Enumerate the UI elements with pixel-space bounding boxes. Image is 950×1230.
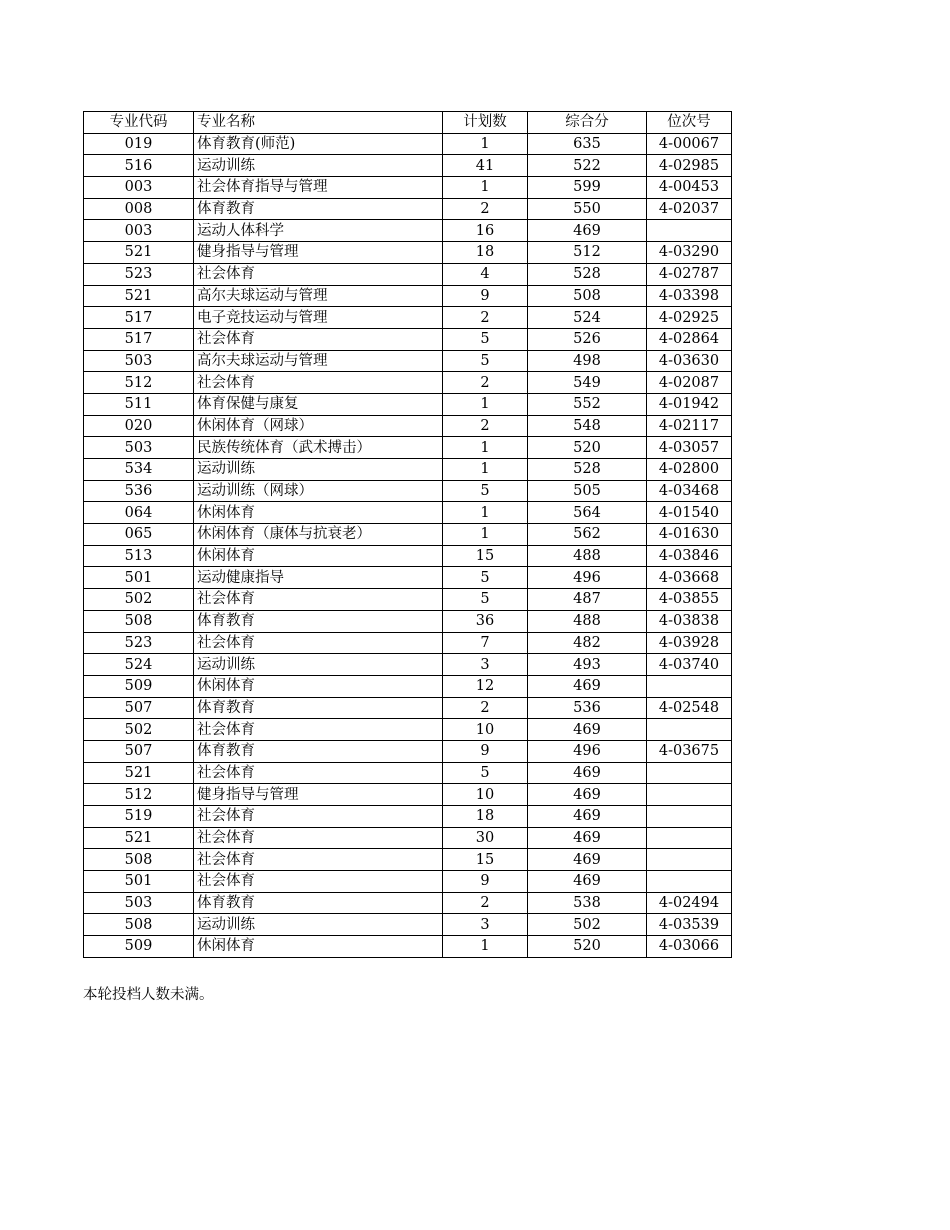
cell-plan: 18 xyxy=(443,806,528,828)
table-row xyxy=(84,675,732,697)
cell-name: 电子竞技运动与管理 xyxy=(194,307,443,329)
cell-rank: 4-03630 xyxy=(647,350,732,372)
cell-plan: 9 xyxy=(443,740,528,762)
cell-name: 体育教育 xyxy=(194,610,443,632)
cell-name: 运动人体科学 xyxy=(194,220,443,242)
cell-rank: 4-03057 xyxy=(647,437,732,459)
cell-score: 505 xyxy=(528,480,647,502)
cell-rank: 4-03668 xyxy=(647,567,732,589)
cell-rank: 4-02787 xyxy=(647,263,732,285)
cell-name: 体育教育 xyxy=(194,697,443,719)
cell-rank: 4-03398 xyxy=(647,285,732,307)
cell-rank: 4-02117 xyxy=(647,415,732,437)
cell-rank: 4-03838 xyxy=(647,610,732,632)
cell-plan: 9 xyxy=(443,285,528,307)
cell-code: 509 xyxy=(84,936,194,958)
cell-rank: 4-02037 xyxy=(647,198,732,220)
cell-plan: 1 xyxy=(443,459,528,481)
cell-score: 548 xyxy=(528,415,647,437)
admission-table xyxy=(83,111,732,958)
cell-rank xyxy=(647,871,732,893)
cell-name: 运动训练 xyxy=(194,459,443,481)
cell-name: 社会体育 xyxy=(194,263,443,285)
cell-name: 高尔夫球运动与管理 xyxy=(194,285,443,307)
cell-code: 536 xyxy=(84,480,194,502)
table-row xyxy=(84,892,732,914)
cell-score: 528 xyxy=(528,263,647,285)
cell-code: 003 xyxy=(84,177,194,199)
cell-plan: 15 xyxy=(443,545,528,567)
table-row xyxy=(84,632,732,654)
cell-score: 469 xyxy=(528,806,647,828)
cell-code: 008 xyxy=(84,198,194,220)
cell-score: 526 xyxy=(528,328,647,350)
cell-code: 521 xyxy=(84,285,194,307)
cell-name: 运动训练 xyxy=(194,654,443,676)
cell-score: 550 xyxy=(528,198,647,220)
cell-code: 020 xyxy=(84,415,194,437)
cell-score: 522 xyxy=(528,155,647,177)
table-row xyxy=(84,914,732,936)
cell-code: 503 xyxy=(84,892,194,914)
cell-name: 运动训练 xyxy=(194,155,443,177)
table-row xyxy=(84,502,732,524)
cell-name: 休闲体育（网球） xyxy=(194,415,443,437)
cell-rank: 4-01540 xyxy=(647,502,732,524)
cell-code: 523 xyxy=(84,263,194,285)
table-row xyxy=(84,198,732,220)
cell-code: 508 xyxy=(84,914,194,936)
table-row xyxy=(84,936,732,958)
cell-rank: 4-03846 xyxy=(647,545,732,567)
table-row xyxy=(84,719,732,741)
cell-name: 运动训练（网球） xyxy=(194,480,443,502)
table-row xyxy=(84,827,732,849)
cell-name: 健身指导与管理 xyxy=(194,242,443,264)
cell-score: 469 xyxy=(528,784,647,806)
cell-plan: 10 xyxy=(443,719,528,741)
table-row xyxy=(84,849,732,871)
cell-name: 体育教育 xyxy=(194,892,443,914)
table-row xyxy=(84,263,732,285)
cell-rank: 4-03468 xyxy=(647,480,732,502)
table-row xyxy=(84,242,732,264)
table-row xyxy=(84,524,732,546)
cell-name: 体育教育 xyxy=(194,740,443,762)
cell-code: 509 xyxy=(84,675,194,697)
cell-code: 519 xyxy=(84,806,194,828)
cell-plan: 1 xyxy=(443,177,528,199)
table-row xyxy=(84,545,732,567)
cell-plan: 3 xyxy=(443,914,528,936)
cell-plan: 3 xyxy=(443,654,528,676)
cell-score: 469 xyxy=(528,827,647,849)
cell-plan: 18 xyxy=(443,242,528,264)
cell-name: 社会体育 xyxy=(194,632,443,654)
cell-score: 549 xyxy=(528,372,647,394)
cell-name: 社会体育 xyxy=(194,719,443,741)
header-name: 专业名称 xyxy=(194,112,443,134)
cell-name: 休闲体育 xyxy=(194,502,443,524)
cell-plan: 2 xyxy=(443,697,528,719)
cell-plan: 5 xyxy=(443,350,528,372)
cell-plan: 7 xyxy=(443,632,528,654)
cell-code: 512 xyxy=(84,372,194,394)
cell-rank xyxy=(647,827,732,849)
cell-plan: 2 xyxy=(443,307,528,329)
table-row xyxy=(84,415,732,437)
cell-score: 496 xyxy=(528,740,647,762)
cell-name: 社会体育 xyxy=(194,589,443,611)
cell-score: 562 xyxy=(528,524,647,546)
cell-code: 502 xyxy=(84,589,194,611)
table-row xyxy=(84,177,732,199)
table-row xyxy=(84,697,732,719)
cell-score: 469 xyxy=(528,849,647,871)
cell-score: 469 xyxy=(528,719,647,741)
cell-code: 019 xyxy=(84,133,194,155)
table-row xyxy=(84,871,732,893)
cell-score: 469 xyxy=(528,220,647,242)
cell-score: 528 xyxy=(528,459,647,481)
cell-score: 469 xyxy=(528,762,647,784)
table-row xyxy=(84,350,732,372)
cell-name: 民族传统体育（武术搏击） xyxy=(194,437,443,459)
table-row xyxy=(84,220,732,242)
table-row xyxy=(84,762,732,784)
cell-score: 599 xyxy=(528,177,647,199)
header-plan: 计划数 xyxy=(443,112,528,134)
cell-code: 501 xyxy=(84,567,194,589)
cell-rank: 4-03740 xyxy=(647,654,732,676)
cell-code: 512 xyxy=(84,784,194,806)
cell-code: 507 xyxy=(84,697,194,719)
cell-rank: 4-02925 xyxy=(647,307,732,329)
table-row xyxy=(84,567,732,589)
table-row xyxy=(84,610,732,632)
cell-rank: 4-02985 xyxy=(647,155,732,177)
cell-code: 064 xyxy=(84,502,194,524)
table-row xyxy=(84,328,732,350)
cell-rank xyxy=(647,220,732,242)
cell-rank: 4-03539 xyxy=(647,914,732,936)
cell-rank: 4-03928 xyxy=(647,632,732,654)
cell-code: 516 xyxy=(84,155,194,177)
cell-score: 469 xyxy=(528,871,647,893)
cell-rank: 4-03066 xyxy=(647,936,732,958)
cell-code: 534 xyxy=(84,459,194,481)
table-body xyxy=(84,133,732,957)
cell-score: 496 xyxy=(528,567,647,589)
cell-score: 524 xyxy=(528,307,647,329)
cell-rank: 4-02494 xyxy=(647,892,732,914)
header-score: 综合分 xyxy=(528,112,647,134)
cell-rank: 4-03675 xyxy=(647,740,732,762)
cell-name: 社会体育 xyxy=(194,328,443,350)
table-row xyxy=(84,654,732,676)
cell-code: 521 xyxy=(84,762,194,784)
cell-code: 508 xyxy=(84,610,194,632)
cell-score: 520 xyxy=(528,437,647,459)
cell-plan: 5 xyxy=(443,480,528,502)
header-rank: 位次号 xyxy=(647,112,732,134)
cell-score: 564 xyxy=(528,502,647,524)
cell-code: 523 xyxy=(84,632,194,654)
cell-name: 休闲体育（康体与抗衰老） xyxy=(194,524,443,546)
cell-plan: 5 xyxy=(443,328,528,350)
cell-score: 538 xyxy=(528,892,647,914)
cell-plan: 1 xyxy=(443,393,528,415)
cell-name: 社会体育 xyxy=(194,372,443,394)
cell-plan: 10 xyxy=(443,784,528,806)
cell-plan: 9 xyxy=(443,871,528,893)
cell-plan: 2 xyxy=(443,198,528,220)
footnote: 本轮投档人数未满。 xyxy=(83,987,214,1003)
cell-rank xyxy=(647,806,732,828)
cell-code: 511 xyxy=(84,393,194,415)
cell-rank xyxy=(647,675,732,697)
cell-code: 501 xyxy=(84,871,194,893)
cell-name: 健身指导与管理 xyxy=(194,784,443,806)
cell-score: 512 xyxy=(528,242,647,264)
header-row xyxy=(84,112,732,134)
cell-code: 507 xyxy=(84,740,194,762)
cell-plan: 5 xyxy=(443,567,528,589)
cell-plan: 36 xyxy=(443,610,528,632)
cell-score: 488 xyxy=(528,610,647,632)
cell-name: 体育教育 xyxy=(194,198,443,220)
cell-plan: 1 xyxy=(443,437,528,459)
cell-rank: 4-00067 xyxy=(647,133,732,155)
cell-name: 体育保健与康复 xyxy=(194,393,443,415)
cell-name: 社会体育 xyxy=(194,762,443,784)
cell-name: 社会体育 xyxy=(194,871,443,893)
cell-plan: 41 xyxy=(443,155,528,177)
cell-score: 482 xyxy=(528,632,647,654)
cell-plan: 5 xyxy=(443,589,528,611)
cell-name: 社会体育 xyxy=(194,827,443,849)
cell-name: 社会体育 xyxy=(194,806,443,828)
cell-rank: 4-02087 xyxy=(647,372,732,394)
cell-plan: 15 xyxy=(443,849,528,871)
cell-name: 体育教育(师范) xyxy=(194,133,443,155)
cell-score: 498 xyxy=(528,350,647,372)
table-row xyxy=(84,372,732,394)
table-row xyxy=(84,806,732,828)
cell-rank xyxy=(647,784,732,806)
cell-score: 508 xyxy=(528,285,647,307)
cell-plan: 12 xyxy=(443,675,528,697)
cell-code: 003 xyxy=(84,220,194,242)
table-row xyxy=(84,437,732,459)
cell-code: 517 xyxy=(84,307,194,329)
cell-plan: 2 xyxy=(443,415,528,437)
cell-plan: 1 xyxy=(443,133,528,155)
cell-code: 503 xyxy=(84,350,194,372)
header-code: 专业代码 xyxy=(84,112,194,134)
cell-score: 488 xyxy=(528,545,647,567)
cell-plan: 5 xyxy=(443,762,528,784)
cell-score: 552 xyxy=(528,393,647,415)
cell-plan: 4 xyxy=(443,263,528,285)
cell-code: 517 xyxy=(84,328,194,350)
cell-code: 502 xyxy=(84,719,194,741)
cell-name: 高尔夫球运动与管理 xyxy=(194,350,443,372)
table-row xyxy=(84,285,732,307)
cell-plan: 2 xyxy=(443,892,528,914)
table-row xyxy=(84,459,732,481)
cell-rank xyxy=(647,762,732,784)
cell-rank: 4-02864 xyxy=(647,328,732,350)
cell-rank: 4-01942 xyxy=(647,393,732,415)
cell-rank: 4-03855 xyxy=(647,589,732,611)
table-row xyxy=(84,480,732,502)
table-row xyxy=(84,589,732,611)
cell-plan: 30 xyxy=(443,827,528,849)
cell-code: 513 xyxy=(84,545,194,567)
cell-rank: 4-02800 xyxy=(647,459,732,481)
cell-rank: 4-00453 xyxy=(647,177,732,199)
cell-name: 运动健康指导 xyxy=(194,567,443,589)
cell-name: 休闲体育 xyxy=(194,675,443,697)
table-row xyxy=(84,784,732,806)
cell-name: 社会体育指导与管理 xyxy=(194,177,443,199)
cell-plan: 1 xyxy=(443,524,528,546)
table-row xyxy=(84,307,732,329)
table-row xyxy=(84,133,732,155)
cell-score: 469 xyxy=(528,675,647,697)
cell-name: 运动训练 xyxy=(194,914,443,936)
cell-plan: 1 xyxy=(443,936,528,958)
cell-rank: 4-03290 xyxy=(647,242,732,264)
cell-score: 502 xyxy=(528,914,647,936)
cell-code: 524 xyxy=(84,654,194,676)
cell-rank xyxy=(647,849,732,871)
cell-plan: 1 xyxy=(443,502,528,524)
cell-name: 休闲体育 xyxy=(194,545,443,567)
cell-rank: 4-01630 xyxy=(647,524,732,546)
cell-code: 065 xyxy=(84,524,194,546)
cell-score: 520 xyxy=(528,936,647,958)
table-row xyxy=(84,155,732,177)
cell-code: 521 xyxy=(84,827,194,849)
cell-name: 休闲体育 xyxy=(194,936,443,958)
table-row xyxy=(84,393,732,415)
table-row xyxy=(84,740,732,762)
cell-code: 521 xyxy=(84,242,194,264)
cell-rank: 4-02548 xyxy=(647,697,732,719)
cell-rank xyxy=(647,719,732,741)
cell-code: 508 xyxy=(84,849,194,871)
cell-score: 536 xyxy=(528,697,647,719)
cell-plan: 16 xyxy=(443,220,528,242)
cell-score: 493 xyxy=(528,654,647,676)
cell-score: 635 xyxy=(528,133,647,155)
cell-score: 487 xyxy=(528,589,647,611)
cell-code: 503 xyxy=(84,437,194,459)
cell-plan: 2 xyxy=(443,372,528,394)
cell-name: 社会体育 xyxy=(194,849,443,871)
